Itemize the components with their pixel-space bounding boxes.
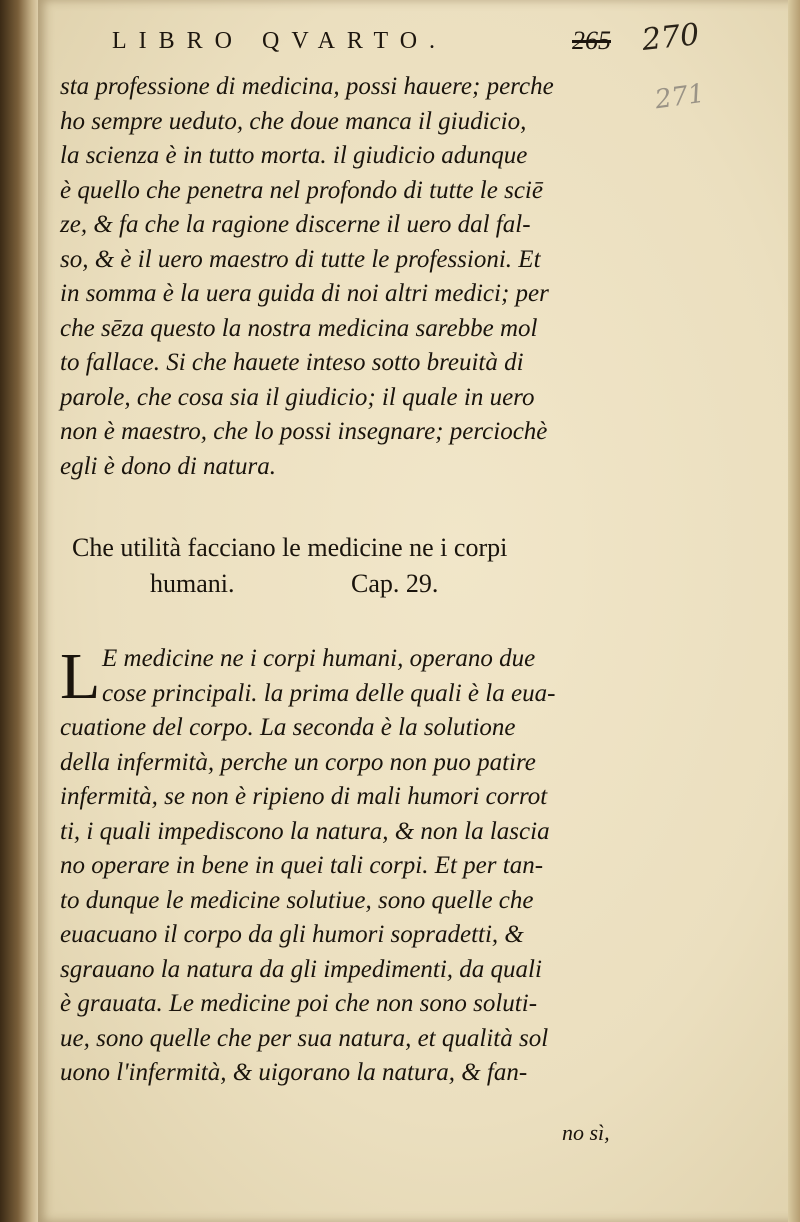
text-line: ue, sono quelle che per sua natura, et qualità sol [60, 1024, 549, 1052]
text-line: parole, che cosa sia il giudicio; il quale in uero [60, 383, 535, 411]
chapter-title-line2 [72, 566, 652, 602]
text-line: euacuano il corpo da gli humori sopradetti, & [60, 921, 524, 948]
text-line: sta professione di medicina, possi hauere; perche [60, 73, 554, 100]
page-edge [788, 0, 800, 1222]
text-line: in somma è la uera guida di noi altri medici; per [60, 280, 549, 307]
chapter-heading [72, 530, 652, 602]
text-line: la scienza è in tutto morta. il giudicio adunque [60, 142, 528, 169]
text-line: cose principali. la prima delle quali è la eua- [102, 679, 556, 707]
book-binding [0, 0, 40, 1222]
text-line: sgrauano la natura da gli impedimenti, da quali [60, 955, 542, 983]
text-line: cuatione del corpo. La seconda è la solutione [60, 714, 516, 741]
text-line: no operare in bene in quei tali corpi. Et per tan- [60, 852, 544, 879]
text-line: egli è dono di natura. [60, 452, 276, 480]
text-line: non è maestro, che lo possi insegnare; perciochè [60, 418, 548, 445]
text-line: uono l'infermità, & uigorano la natura, & fan- [60, 1059, 528, 1086]
catchword: no sì, [562, 1120, 610, 1145]
new-folio-number: 270 [640, 17, 701, 58]
text-line: che sēza questo la nostra medicina sarebbe mol [60, 314, 538, 342]
text-line: to fallace. Si che hauete inteso sotto breuità di [60, 349, 524, 376]
old-folio-number: 265 [572, 26, 611, 55]
drop-cap: L [60, 640, 101, 713]
text-line: infermità, se non è ripieno di mali humori corrot [60, 783, 548, 810]
text-line: ti, i quali impediscono la natura, & non la lascia [60, 817, 550, 845]
text-line: so, & è il uero maestro di tutte le professioni. Et [60, 245, 541, 273]
text-line: ho sempre ueduto, che doue manca il giudicio, [60, 107, 527, 135]
chapter-body [60, 642, 650, 1091]
chapter-number: Cap. 29. [351, 569, 439, 598]
text-line: E medicine ne i corpi humani, operano due [102, 645, 536, 672]
text-line: to dunque le medicine solutiue, sono quelle che [60, 886, 534, 914]
text-line: ze, & fa che la ragione discerne il uero dal fal- [60, 211, 531, 238]
chapter-title-end: humani. [150, 569, 235, 598]
text-line: è quello che penetra nel profondo di tutte le sciē [60, 176, 543, 204]
running-head: LIBRO QVARTO. [112, 28, 448, 54]
page-header [112, 17, 712, 62]
text-line: della infermità, perche un corpo non puo patire [60, 748, 536, 776]
text-line: è grauata. Le medicine poi che non sono soluti- [60, 990, 538, 1017]
chapter-title-line1: Che utilità facciano le medicine ne i corpi [72, 533, 508, 562]
pencil-folio-note: 271 [653, 78, 707, 116]
paragraph-continued [60, 70, 650, 484]
